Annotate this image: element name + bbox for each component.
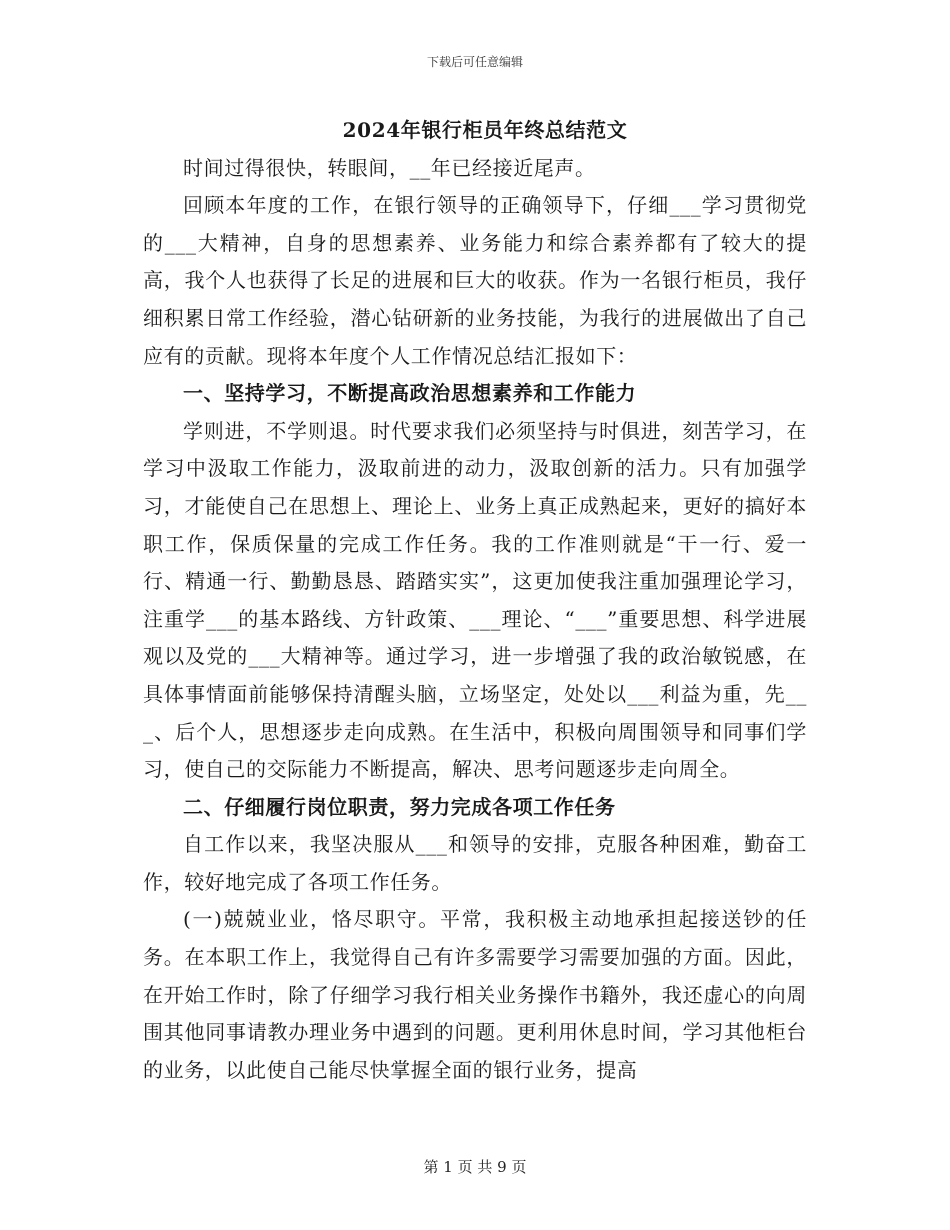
page-number: 第 1 页 共 9 页 [423, 1158, 527, 1176]
header-note: 下载后可任意编辑 [426, 55, 523, 69]
section-heading-2: 二、仔细履行岗位职责，努力完成各项工作任务 [183, 794, 616, 819]
section-heading-1: 一、坚持学习，不断提高政治思想素养和工作能力 [183, 381, 637, 406]
paragraph-learning: 学则进，不学则退。时代要求我们必须坚持与时俱进，刻苦学习，在学习中汲取工作能力，汲取前进的动力，汲取创新的活力。只有加强学习，才能使自己在思想上、理论上、业务上真正成熟起来，更好的搞好本职工作，保质保量的完成工作任务。我的工作准则就是“干一行、爱一行、精通一行、勤勤恳恳、踏踏实实”，这更加使我注重加强理论学习，注重学___的基本路线、方针政策、___理论、“___”重要思想、科学进展观以及党的___大精神等。通过学习，进一步增强了我的政治敏锐感，在具体事情面前能够保持清醒头脑，立场坚定，处处以___利益为重，先___、后个人，思想逐步走向成熟。在生活中，积极向周围领导和同事们学习，使自己的交际能力不断提高，解决、思考问题逐步走向周全。 [143, 418, 807, 782]
paragraph-review: 回顾本年度的工作，在银行领导的正确领导下，仔细___学习贯彻党的___大精神，自身的思想素养、业务能力和综合素养都有了较大的提高，我个人也获得了长足的进展和巨大的收获。作为一名银行柜员，我仔细积累日常工作经验，潜心钻研新的业务技能，为我行的进展做出了自己应有的贡献。现将本年度个人工作情况总结汇报如下： [143, 193, 807, 368]
paragraph-intro: 时间过得很快，转眼间，__年已经接近尾声。 [183, 155, 596, 180]
document-body [143, 112, 807, 1089]
document-title: 2024年银行柜员年终总结范文 [342, 118, 628, 142]
paragraph-duties: 自工作以来，我坚决服从___和领导的安排，克服各种困难，勤奋工作，较好地完成了各项工作任务。 [143, 832, 807, 894]
paragraph-diligence: (一)兢兢业业，恪尽职守。平常，我积极主动地承担起接送钞的任务。在本职工作上，我觉得自己有许多需要学习需要加强的方面。因此，在开始工作时，除了仔细学习我行相关业务操作书籍外，我还虚心的向周围其他同事请教办理业务中遇到的问题。更利用休息时间，学习其他柜台的业务，以此使自己能尽快掌握全面的银行业务，提高 [143, 907, 807, 1082]
